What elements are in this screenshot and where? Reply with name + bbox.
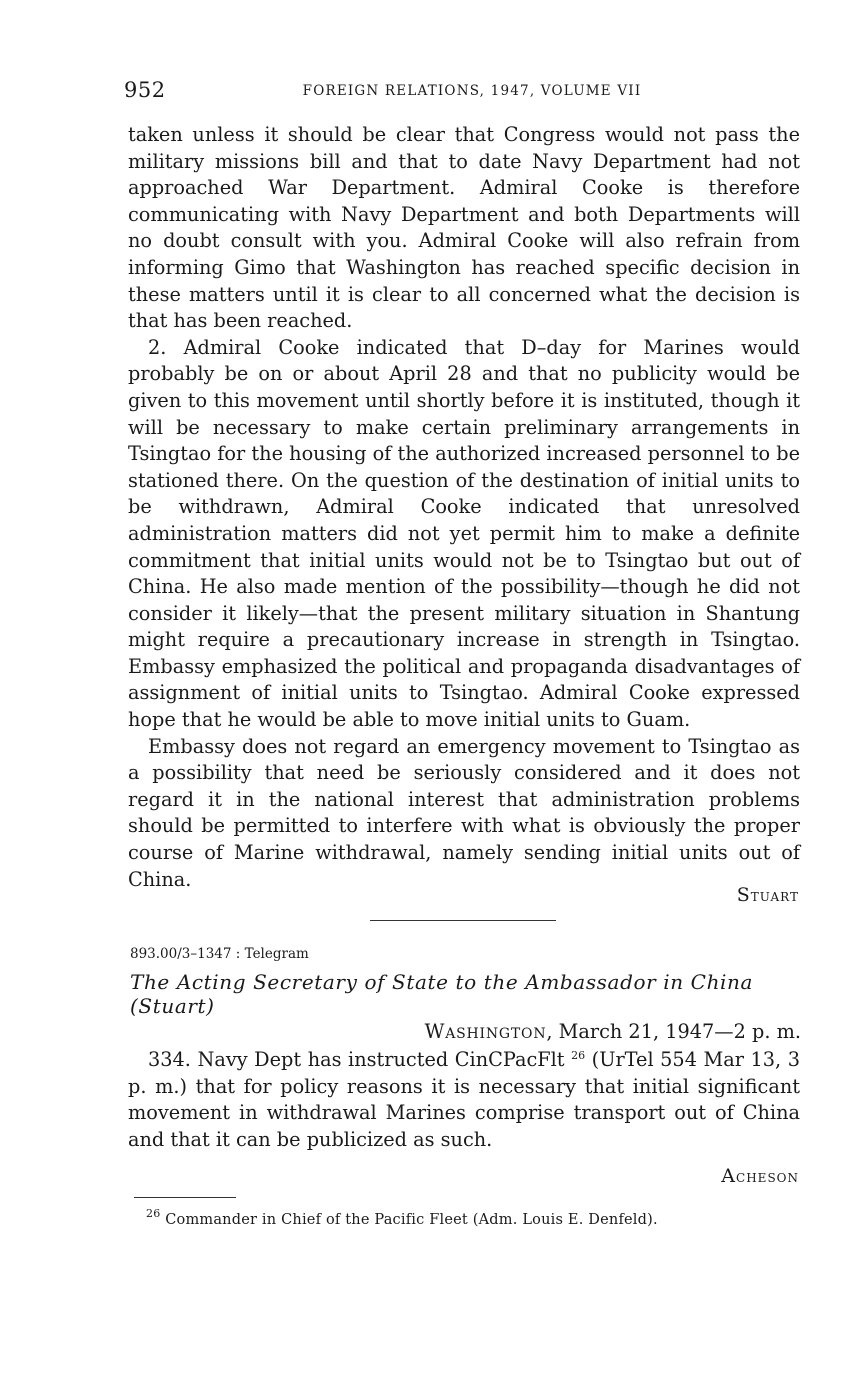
- running-head: FOREIGN RELATIONS, 1947, VOLUME VII: [302, 83, 642, 99]
- footnote-divider: [134, 1197, 236, 1198]
- dateline-date: , March 21, 1947—2 p. m.: [546, 1020, 801, 1043]
- footnote-reference: 26: [571, 1049, 586, 1062]
- paragraph-3: Embassy does not regard an emergency movement to Tsingtao as a possibility that need be seriously considered and it does not regard it in the national interest that administration problems should be permitted to interfere with what is obviously the proper course of Marine withdrawal, namely sending initial units out of China.: [128, 734, 800, 891]
- section-divider: [370, 920, 556, 921]
- dateline: [425, 1020, 801, 1043]
- paragraph-2: 2. Admiral Cooke indicated that D–day for Marines would probably be on or about April 28 and that no publicity would be given to this movement until shortly before it is instituted, though it will be necessary to make certain preliminary arrangements in Tsingtao for the housing of the authorized increased personnel to be stationed there. On the question of the destination of initial units to be withdrawn, Admiral Cooke indicated that unresolved administration matters did not yet permit him to make a definite commitment that initial units would not be to Tsingtao but out of China. He also made mention of the possibility—though he did not consider it likely—that the present military situation in Shantung might require a precautionary increase in strength in Tsingtao. Embassy emphasized the political and propaganda disadvantages of assignment of initial units to Tsingtao. Admiral Cooke expressed hope that he would be able to move initial units to Guam.: [128, 335, 800, 732]
- telegram-title: The Acting Secretary of State to the Ambassador in China (Stuart): [130, 970, 754, 1018]
- footnote-marker: 26: [146, 1207, 161, 1220]
- document-id: 893.00/3–1347 : Telegram: [130, 946, 309, 962]
- footnote-text: Commander in Chief of the Pacific Fleet (Adm. Louis E. Denfeld).: [165, 1212, 658, 1228]
- paragraph-334: [128, 1047, 800, 1153]
- dateline-place: Washington: [424, 1020, 547, 1043]
- signature-stuart: Stuart: [736, 884, 799, 906]
- telegram-body: [128, 1047, 800, 1153]
- signature-acheson: Acheson: [721, 1165, 799, 1187]
- telegram-body-continued: [128, 122, 800, 893]
- body-before-ref: 334. Navy Dept has instructed CinCPacFlt: [148, 1048, 565, 1071]
- page-header: [124, 78, 800, 108]
- footnote: [146, 1207, 658, 1228]
- page-number: 952: [124, 78, 166, 102]
- body-after-ref: (UrTel 554 Mar 13, 3 p. m.) that for policy reasons it is necessary that initial significant movement in withdrawal Marines comprise transport out of China and that it can be publicized as such.: [128, 1048, 800, 1151]
- paragraph-continued: taken unless it should be clear that Congress would not pass the military missions bill and that to date Navy Department had not approached War Department. Admiral Cooke is therefore communicating with Navy Department and both Departments will no doubt consult with you. Admiral Cooke will also refrain from informing Gimo that Washington has reached specific decision in these matters until it is clear to all concerned what the decision is that has been reached.: [128, 123, 800, 333]
